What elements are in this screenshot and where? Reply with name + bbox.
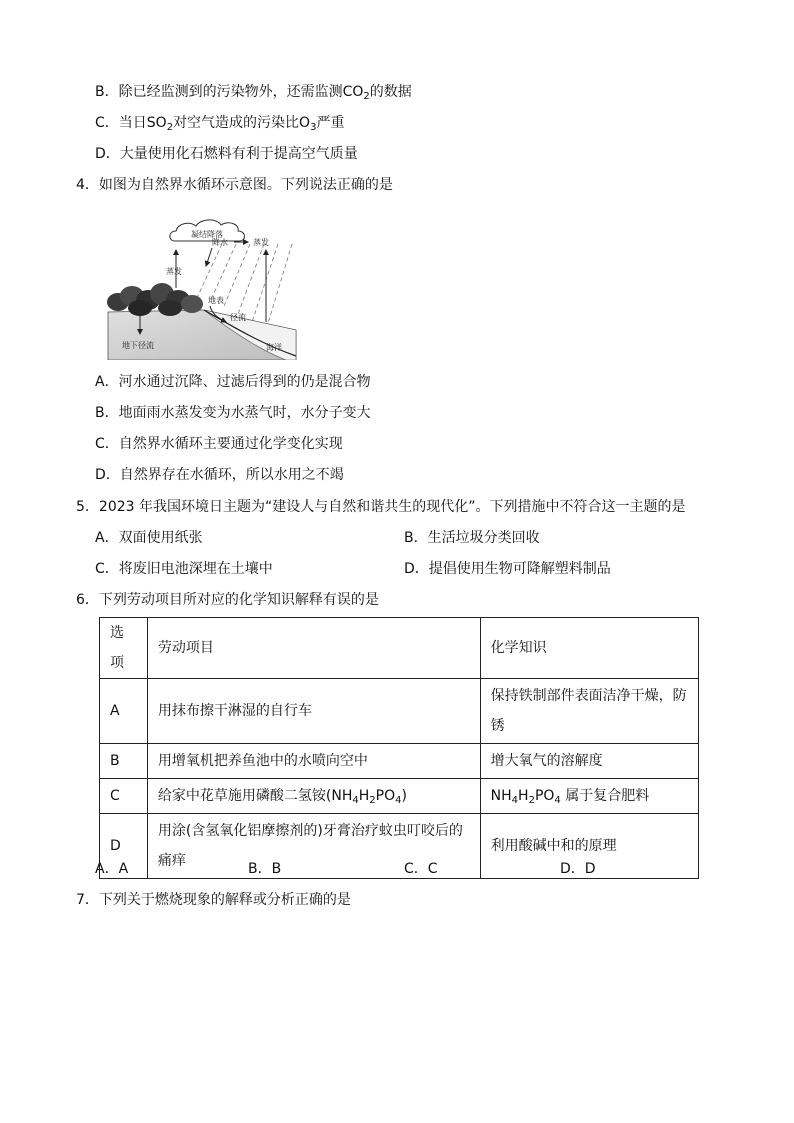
row-a-task: 用抹布擦干淋湿的自行车 xyxy=(147,679,480,744)
q6-answer-c: C．C xyxy=(404,861,438,877)
ocean-label: 海洋 xyxy=(266,343,282,352)
row-b-task: 用增氧机把养鱼池中的水喷向空中 xyxy=(147,744,480,779)
row-d-option: D xyxy=(100,814,148,879)
row-b-option: B xyxy=(100,744,148,779)
q6-answer-b: B．B xyxy=(248,861,282,877)
q4-option-c: C．自然界水循环主要通过化学变化实现 xyxy=(95,436,343,452)
q3-option-d: D．大量使用化石燃料有利于提高空气质量 xyxy=(95,146,358,162)
row-c-option: C xyxy=(100,779,148,814)
table-row xyxy=(100,814,699,879)
table-row xyxy=(100,679,699,744)
q5-option-b: B．生活垃圾分类回收 xyxy=(404,530,540,546)
water-cycle-diagram xyxy=(100,210,300,360)
header-chemistry-knowledge: 化学知识 xyxy=(480,618,698,679)
q3-option-c: C．当日$SO_2$对空气造成的污染比$O_3$严重 xyxy=(95,115,345,133)
row-c-knowledge: $NH_4H_2PO_4$ 属于复合肥料 xyxy=(480,779,698,814)
q5-option-d: D．提倡使用生物可降解塑料制品 xyxy=(404,561,611,577)
row-d-task: 用涂(含氢氧化铝摩擦剂的)牙膏治疗蚊虫叮咬后的 痛痒 xyxy=(147,814,480,879)
evaporation-right-label: 蒸发 xyxy=(253,238,269,247)
groundwater-label: 地下径流 xyxy=(122,341,154,350)
runoff-label: 径流 xyxy=(230,313,246,322)
q4-option-d: D．自然界存在水循环，所以水用之不竭 xyxy=(95,467,344,483)
q6-answer-d: D．D xyxy=(560,861,596,877)
q4-option-a: A．河水通过沉降、过滤后得到的仍是混合物 xyxy=(95,374,371,390)
q5-option-c: C．将废旧电池深埋在土壤中 xyxy=(95,561,273,577)
row-a-knowledge: 保持铁制部件表面洁净干燥，防 锈 xyxy=(480,679,698,744)
row-d-knowledge: 利用酸碱中和的原理 xyxy=(480,814,698,879)
table-header-row xyxy=(100,618,699,679)
q6-stem: 6．下列劳动项目所对应的化学知识解释有误的是 xyxy=(76,592,379,608)
table-row xyxy=(100,744,699,779)
q7-stem: 7．下列关于燃烧现象的解释或分析正确的是 xyxy=(76,892,351,908)
header-option: 选项 xyxy=(100,618,148,679)
q3-option-b: B．除已经监测到的污染物外，还需监测$CO_2$的数据 xyxy=(95,84,412,102)
q6-answer-a: A．A xyxy=(95,861,129,877)
row-c-task: 给家中花草施用磷酸二氢铵$(NH_4H_2PO_4)$ xyxy=(147,779,480,814)
header-labor-project: 劳动项目 xyxy=(147,618,480,679)
row-b-knowledge: 增大氧气的溶解度 xyxy=(480,744,698,779)
surface-label: 地表 xyxy=(208,296,224,305)
cloud-label: 凝结降落 xyxy=(191,230,223,239)
row-a-option: A xyxy=(100,679,148,744)
q4-stem: 4．如图为自然界水循环示意图。下列说法正确的是 xyxy=(76,177,393,193)
evaporation-left-label: 蒸发 xyxy=(166,267,182,276)
q5-option-a: A．双面使用纸张 xyxy=(95,530,203,546)
precipitation-label: 降水 xyxy=(212,238,228,247)
q5-stem: 5．2023 年我国环境日主题为“建设人与自然和谐共生的现代化”。下列措施中不符合这一主题的是 xyxy=(76,499,686,515)
q6-table xyxy=(99,617,699,879)
q4-option-b: B．地面雨水蒸发变为水蒸气时，水分子变大 xyxy=(95,405,371,421)
table-row xyxy=(100,779,699,814)
